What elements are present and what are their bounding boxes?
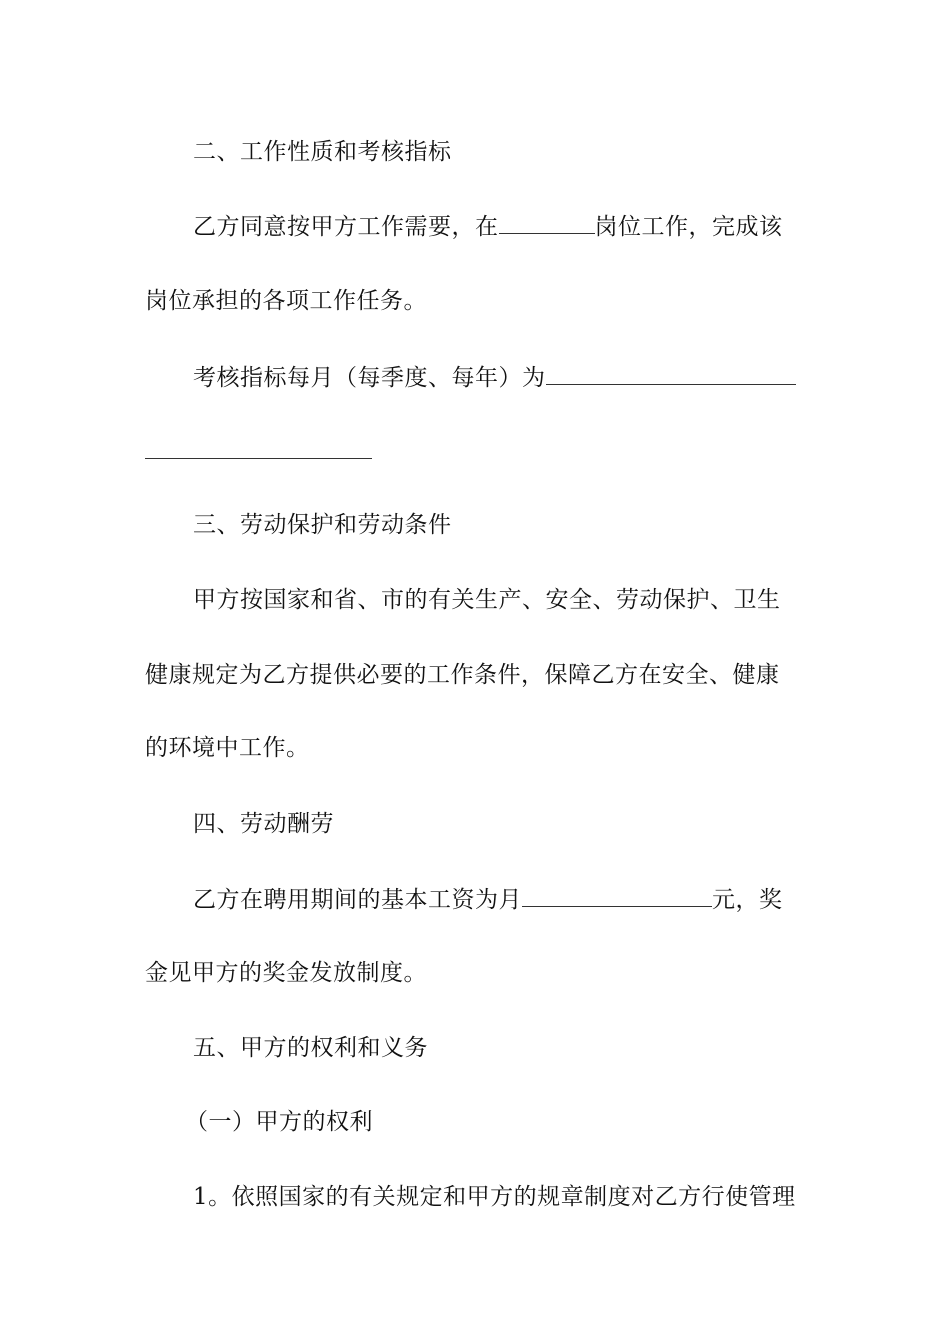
section-4-paragraph-cont: 金见甲方的奖金发放制度。 — [145, 960, 427, 986]
section-3-heading: 三、劳动保护和劳动条件 — [193, 512, 452, 538]
section-2-paragraph-1 — [193, 211, 783, 242]
text-fragment: 乙方同意按甲方工作需要，在 — [193, 214, 499, 240]
section-3-line-3: 的环境中工作。 — [145, 735, 310, 761]
section-5-subheading: （一）甲方的权利 — [185, 1109, 373, 1135]
section-2-heading: 二、工作性质和考核指标 — [193, 139, 452, 165]
text-fragment: 考核指标每月（每季度、每年）为 — [193, 365, 546, 391]
section-2-paragraph-2 — [193, 362, 796, 393]
section-4-paragraph — [193, 884, 783, 915]
text-fragment: 元，奖 — [712, 887, 783, 913]
position-blank — [499, 211, 595, 234]
salary-blank — [522, 884, 712, 907]
assessment-blank — [546, 362, 796, 385]
assessment-blank-continuation — [145, 458, 372, 459]
text-fragment: 岗位工作，完成该 — [594, 214, 783, 240]
section-5-heading: 五、甲方的权利和义务 — [193, 1035, 428, 1061]
text-fragment: 乙方在聘用期间的基本工资为月 — [193, 887, 522, 913]
section-3-line-1: 甲方按国家和省、市的有关生产、安全、劳动保护、卫生 — [193, 587, 781, 613]
section-3-line-2: 健康规定为乙方提供必要的工作条件，保障乙方在安全、健康 — [145, 662, 780, 688]
section-4-heading: 四、劳动酬劳 — [193, 811, 334, 837]
section-5-item-1: 1。依照国家的有关规定和甲方的规章制度对乙方行使管理 — [193, 1184, 796, 1210]
section-2-paragraph-1-cont: 岗位承担的各项工作任务。 — [145, 288, 427, 314]
